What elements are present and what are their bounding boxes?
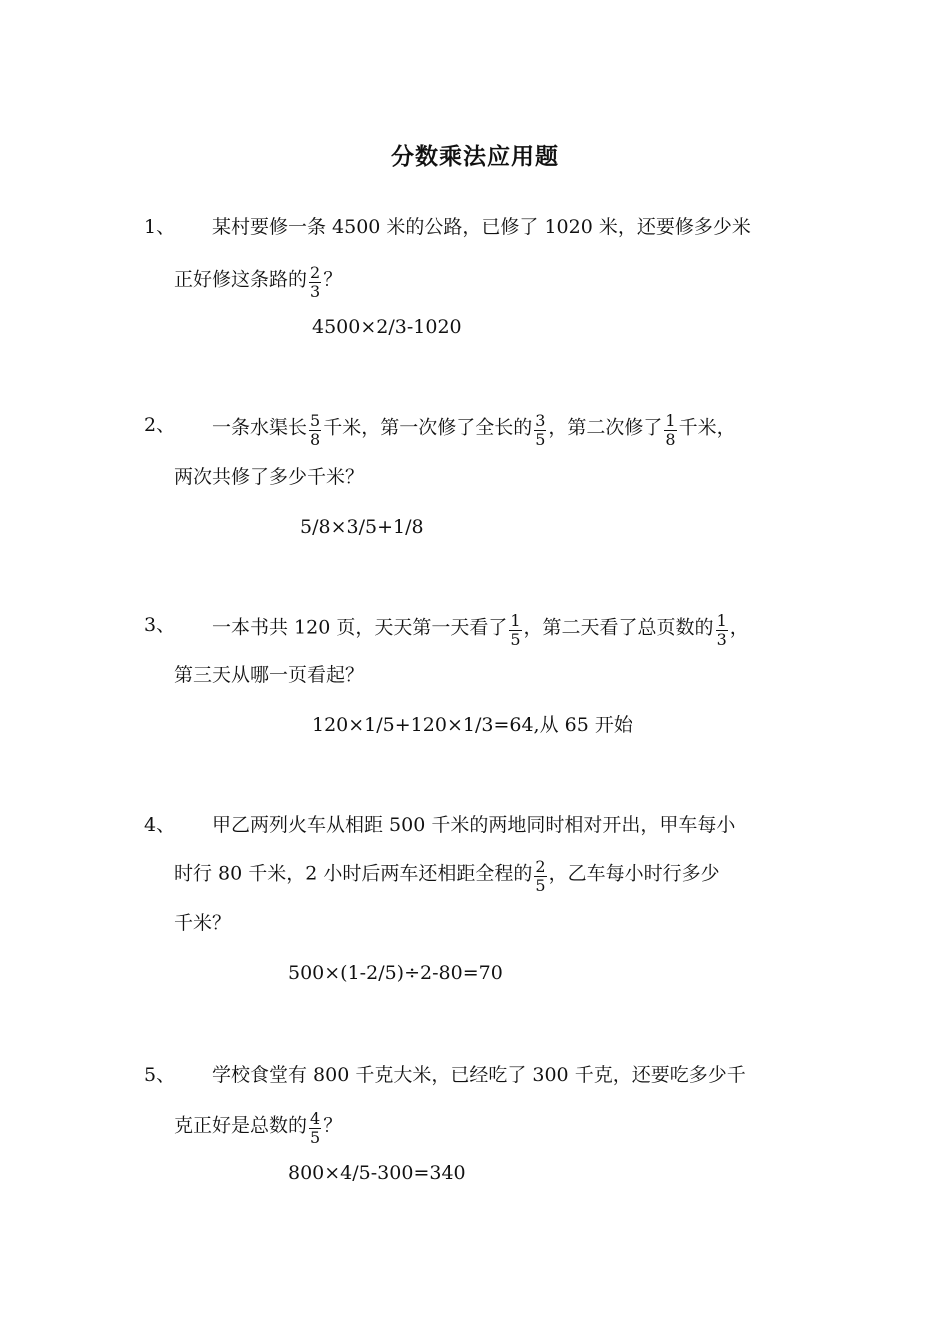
- fraction: [309, 1110, 321, 1147]
- text-segment: ，: [729, 616, 749, 639]
- problem-number: 2、: [144, 414, 176, 436]
- numerator: 2: [310, 263, 321, 282]
- text-segment: 一本书共 120 页，天天第一天看了: [212, 616, 508, 639]
- problem-text-line: [174, 856, 720, 893]
- problem-text-line: [174, 1108, 342, 1145]
- problem-text-line: [212, 410, 736, 447]
- text-segment: ，第二次修了: [548, 416, 663, 439]
- fraction: [534, 412, 546, 449]
- fraction: [664, 412, 676, 449]
- fraction: [534, 858, 546, 895]
- problem-number: 1、: [144, 216, 176, 238]
- text-segment: ？: [323, 1114, 343, 1137]
- text-segment: 千米，: [678, 416, 736, 439]
- answer-formula: 500×(1-2/5)÷2-80=70: [288, 962, 503, 984]
- numerator: 5: [310, 411, 321, 430]
- denominator: 3: [716, 630, 727, 649]
- fraction: [716, 612, 728, 649]
- numerator: 1: [510, 611, 521, 630]
- text-segment: 时行 80 千米，2 小时后两车还相距全程的: [174, 862, 533, 885]
- problem-text-line: 千米？: [174, 912, 232, 934]
- answer-formula: 5/8×3/5+1/8: [300, 516, 424, 538]
- numerator: 4: [310, 1109, 321, 1128]
- problem-text-line: 学校食堂有 800 千克大米，已经吃了 300 千克，还要吃多少千: [212, 1064, 746, 1086]
- numerator: 2: [535, 857, 546, 876]
- numerator: 1: [716, 611, 727, 630]
- text-segment: ，乙车每小时行多少: [548, 862, 720, 885]
- text-segment: ，第二天看了总页数的: [523, 616, 714, 639]
- numerator: 1: [665, 411, 676, 430]
- fraction: [309, 412, 321, 449]
- text-segment: ？: [323, 268, 343, 291]
- denominator: 5: [510, 630, 521, 649]
- denominator: 8: [665, 430, 676, 449]
- denominator: 5: [535, 876, 546, 895]
- problem-number: 3、: [144, 614, 176, 636]
- problem-text-line: 甲乙两列火车从相距 500 千米的两地同时相对开出，甲车每小: [212, 814, 736, 836]
- denominator: 5: [310, 1128, 321, 1147]
- problem-text-line: 某村要修一条 4500 米的公路，已修了 1020 米，还要修多少米: [212, 216, 751, 238]
- text-segment: 千米，第一次修了全长的: [323, 416, 533, 439]
- numerator: 3: [535, 411, 546, 430]
- page-title: 分数乘法应用题: [391, 143, 559, 170]
- answer-formula: 800×4/5-300=340: [288, 1162, 466, 1184]
- text-segment: 一条水渠长: [212, 416, 308, 439]
- denominator: 5: [535, 430, 546, 449]
- answer-formula: 4500×2/3-1020: [312, 316, 462, 338]
- fraction: [509, 612, 521, 649]
- denominator: 3: [310, 282, 321, 301]
- problem-text-line: [174, 262, 342, 299]
- answer-formula: 120×1/5+120×1/3=64,从 65 开始: [312, 714, 633, 736]
- fraction: [309, 264, 321, 301]
- problem-text-line: 两次共修了多少千米？: [174, 466, 365, 488]
- problem-text-line: 第三天从哪一页看起？: [174, 664, 365, 686]
- problem-number: 4、: [144, 814, 176, 836]
- problem-number: 5、: [144, 1064, 176, 1086]
- problem-text-line: [212, 610, 749, 647]
- text-segment: 正好修这条路的: [174, 268, 308, 291]
- denominator: 8: [310, 430, 321, 449]
- text-segment: 克正好是总数的: [174, 1114, 308, 1137]
